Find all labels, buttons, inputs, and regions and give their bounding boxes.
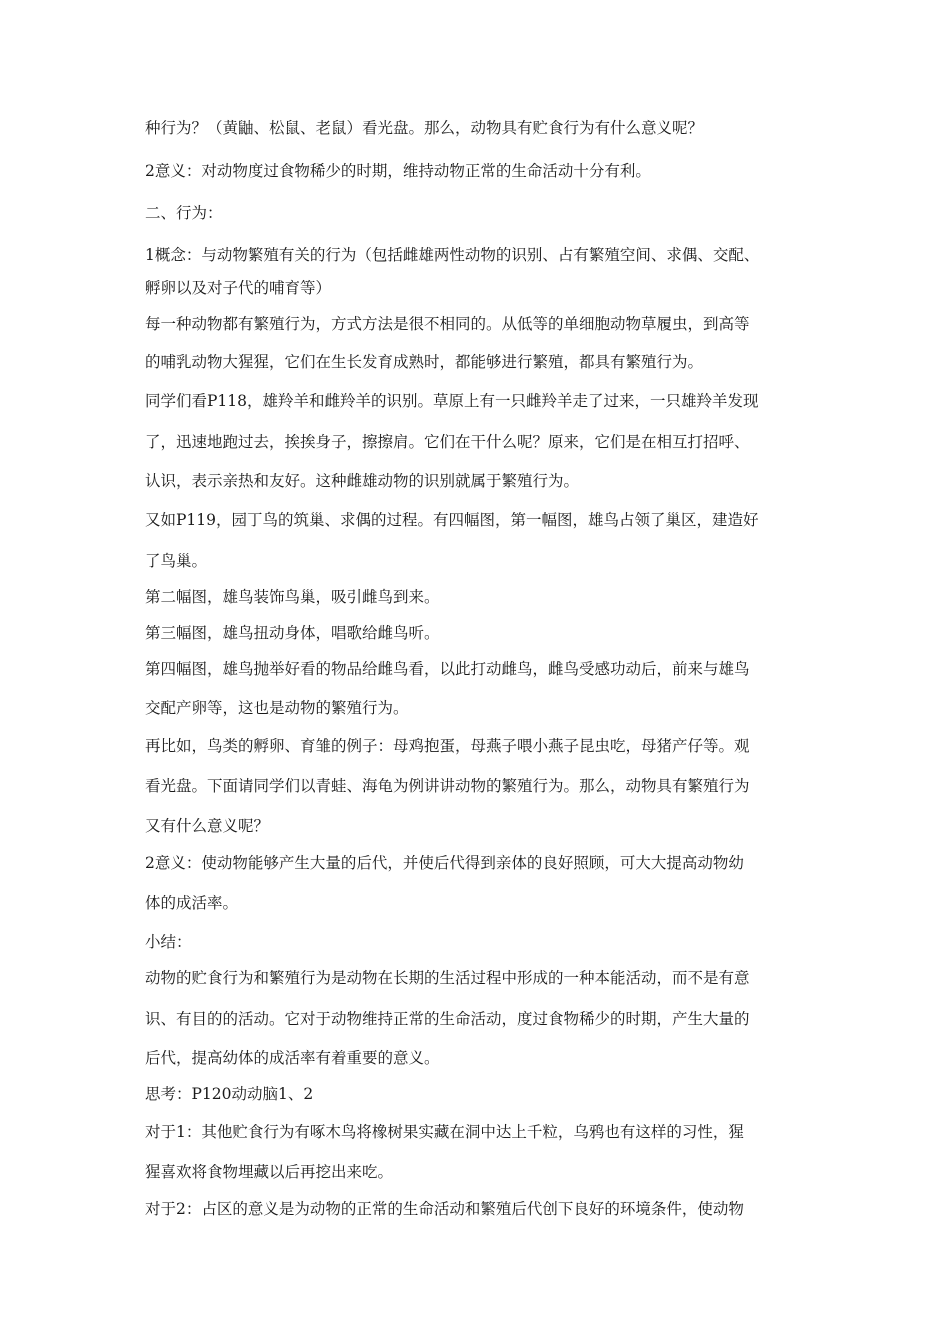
text-line: 又如P119，园丁鸟的筑巢、求偶的过程。有四幅图，第一幅图，雄鸟占领了巢区，建造好 (145, 511, 759, 529)
text-line: 猩喜欢将食物埋藏以后再挖出来吃。 (145, 1163, 394, 1181)
text-line: 对于2：占区的意义是为动物的正常的生命活动和繁殖后代创下良好的环境条件，使动物 (145, 1200, 744, 1218)
text-line: 第三幅图，雄鸟扭动身体，唱歌给雌鸟听。 (145, 624, 440, 642)
text-line: 看光盘。下面请同学们以青蛙、海龟为例讲讲动物的繁殖行为。那么，动物具有繁殖行为 (145, 777, 750, 795)
text-line: 体的成活率。 (145, 894, 239, 912)
text-line: 同学们看P118，雄羚羊和雌羚羊的识别。草原上有一只雌羚羊走了过来，一只雄羚羊发现 (145, 392, 759, 410)
text-line: 2意义：使动物能够产生大量的后代，并使后代得到亲体的良好照顾，可大大提高动物幼 (145, 854, 744, 872)
text-line: 1概念：与动物繁殖有关的行为（包括雌雄两性动物的识别、占有繁殖空间、求偶、交配、 (145, 246, 760, 264)
section-heading: 二、行为： (145, 204, 223, 222)
text-line: 2意义：对动物度过食物稀少的时期，维持动物正常的生命活动十分有利。 (145, 162, 651, 180)
text-line: 的哺乳动物大猩猩，它们在生长发育成熟时，都能够进行繁殖，都具有繁殖行为。 (145, 353, 704, 371)
text-line: 再比如，鸟类的孵卵、育雏的例子：母鸡抱蛋，母燕子喂小燕子昆虫吃，母猪产仔等。观 (145, 737, 750, 755)
text-line: 了鸟巢。 (145, 552, 208, 570)
text-line: 对于1：其他贮食行为有啄木鸟将橡树果实藏在洞中达上千粒，乌鸦也有这样的习性，猩 (145, 1123, 744, 1141)
text-line: 认识，表示亲热和友好。这种雌雄动物的识别就属于繁殖行为。 (145, 472, 580, 490)
text-line: 第四幅图，雄鸟抛举好看的物品给雌鸟看，以此打动雌鸟，雌鸟受感功动后，前来与雄鸟 (145, 660, 750, 678)
text-line: 第二幅图，雄鸟装饰鸟巢，吸引雌鸟到来。 (145, 588, 440, 606)
text-line: 孵卵以及对子代的哺育等） (145, 279, 332, 297)
text-line: 思考：P120动动脑1、2 (145, 1085, 314, 1103)
section-heading: 小结： (145, 933, 192, 951)
text-line: 了，迅速地跑过去，挨挨身子，擦擦肩。它们在干什么呢？原来，它们是在相互打招呼、 (145, 433, 750, 451)
text-line: 每一种动物都有繁殖行为，方式方法是很不相同的。从低等的单细胞动物草履虫，到高等 (145, 315, 750, 333)
text-line: 交配产卵等，这也是动物的繁殖行为。 (145, 699, 409, 717)
text-line: 后代，提高幼体的成活率有着重要的意义。 (145, 1049, 440, 1067)
text-line: 种行为？（黄鼬、松鼠、老鼠）看光盘。那么，动物具有贮食行为有什么意义呢？ (145, 119, 704, 137)
text-line: 识、有目的的活动。它对于动物维持正常的生命活动，度过食物稀少的时期，产生大量的 (145, 1010, 750, 1028)
text-line: 又有什么意义呢？ (145, 817, 270, 835)
text-line: 动物的贮食行为和繁殖行为是动物在长期的生活过程中形成的一种本能活动，而不是有意 (145, 969, 750, 987)
